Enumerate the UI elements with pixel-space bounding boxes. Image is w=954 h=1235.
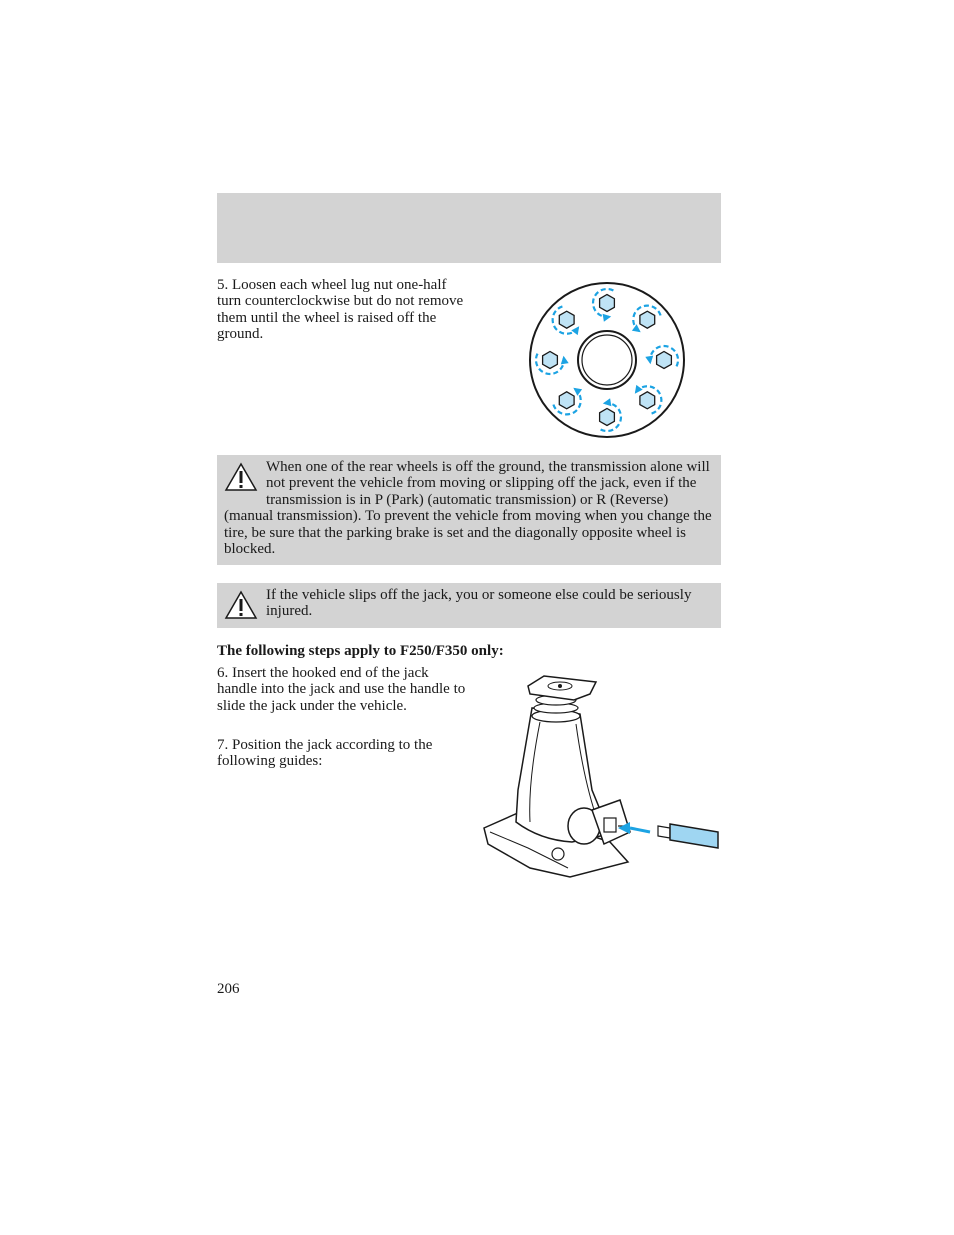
step-6-text: 6. Insert the hooked end of the jack handle into the jack and use the handle to slide the jack under the vehicle. [217,665,466,714]
warning-box-rear-wheels [217,455,721,565]
page-number: 206 [217,981,240,997]
lug-nut-icon [543,352,558,369]
warning-box-jack-slip [217,583,721,628]
lug-nut-icon [559,311,574,328]
lug-nut-icon [600,295,615,312]
lug-nut-icon [657,352,672,369]
lug-nut-icon [640,392,655,409]
warning-1-text: When one of the rear wheels is off the ground, the transmission alone will not prevent the vehicle from moving or slipping off the jack, even if the transmission is in P (Park) (automatic transmission) or R (Reverse) (manual transmission). To prevent the vehicle from moving when you change the tire, be sure that the parking brake is set and the diagonally opposite wheel is blocked. [224,459,712,558]
lug-nut-icon [640,311,655,328]
jack-figure [480,672,720,880]
lug-nut-icon [600,409,615,426]
warning-triangle-icon [224,462,258,492]
step-5-text: 5. Loosen each wheel lug nut one-half turn counterclockwise but do not remove them until the wheel is raised off the ground. [217,277,464,343]
section-subheading: The following steps apply to F250/F350 only: [217,643,504,659]
wheel-lug-nut-figure [527,281,687,439]
lug-nut-icon [559,392,574,409]
header-band [217,193,721,263]
step-7-text: 7. Position the jack according to the following guides: [217,737,433,770]
warning-triangle-icon [224,590,258,620]
warning-2-text: If the vehicle slips off the jack, you or someone else could be seriously injured. [266,587,692,620]
